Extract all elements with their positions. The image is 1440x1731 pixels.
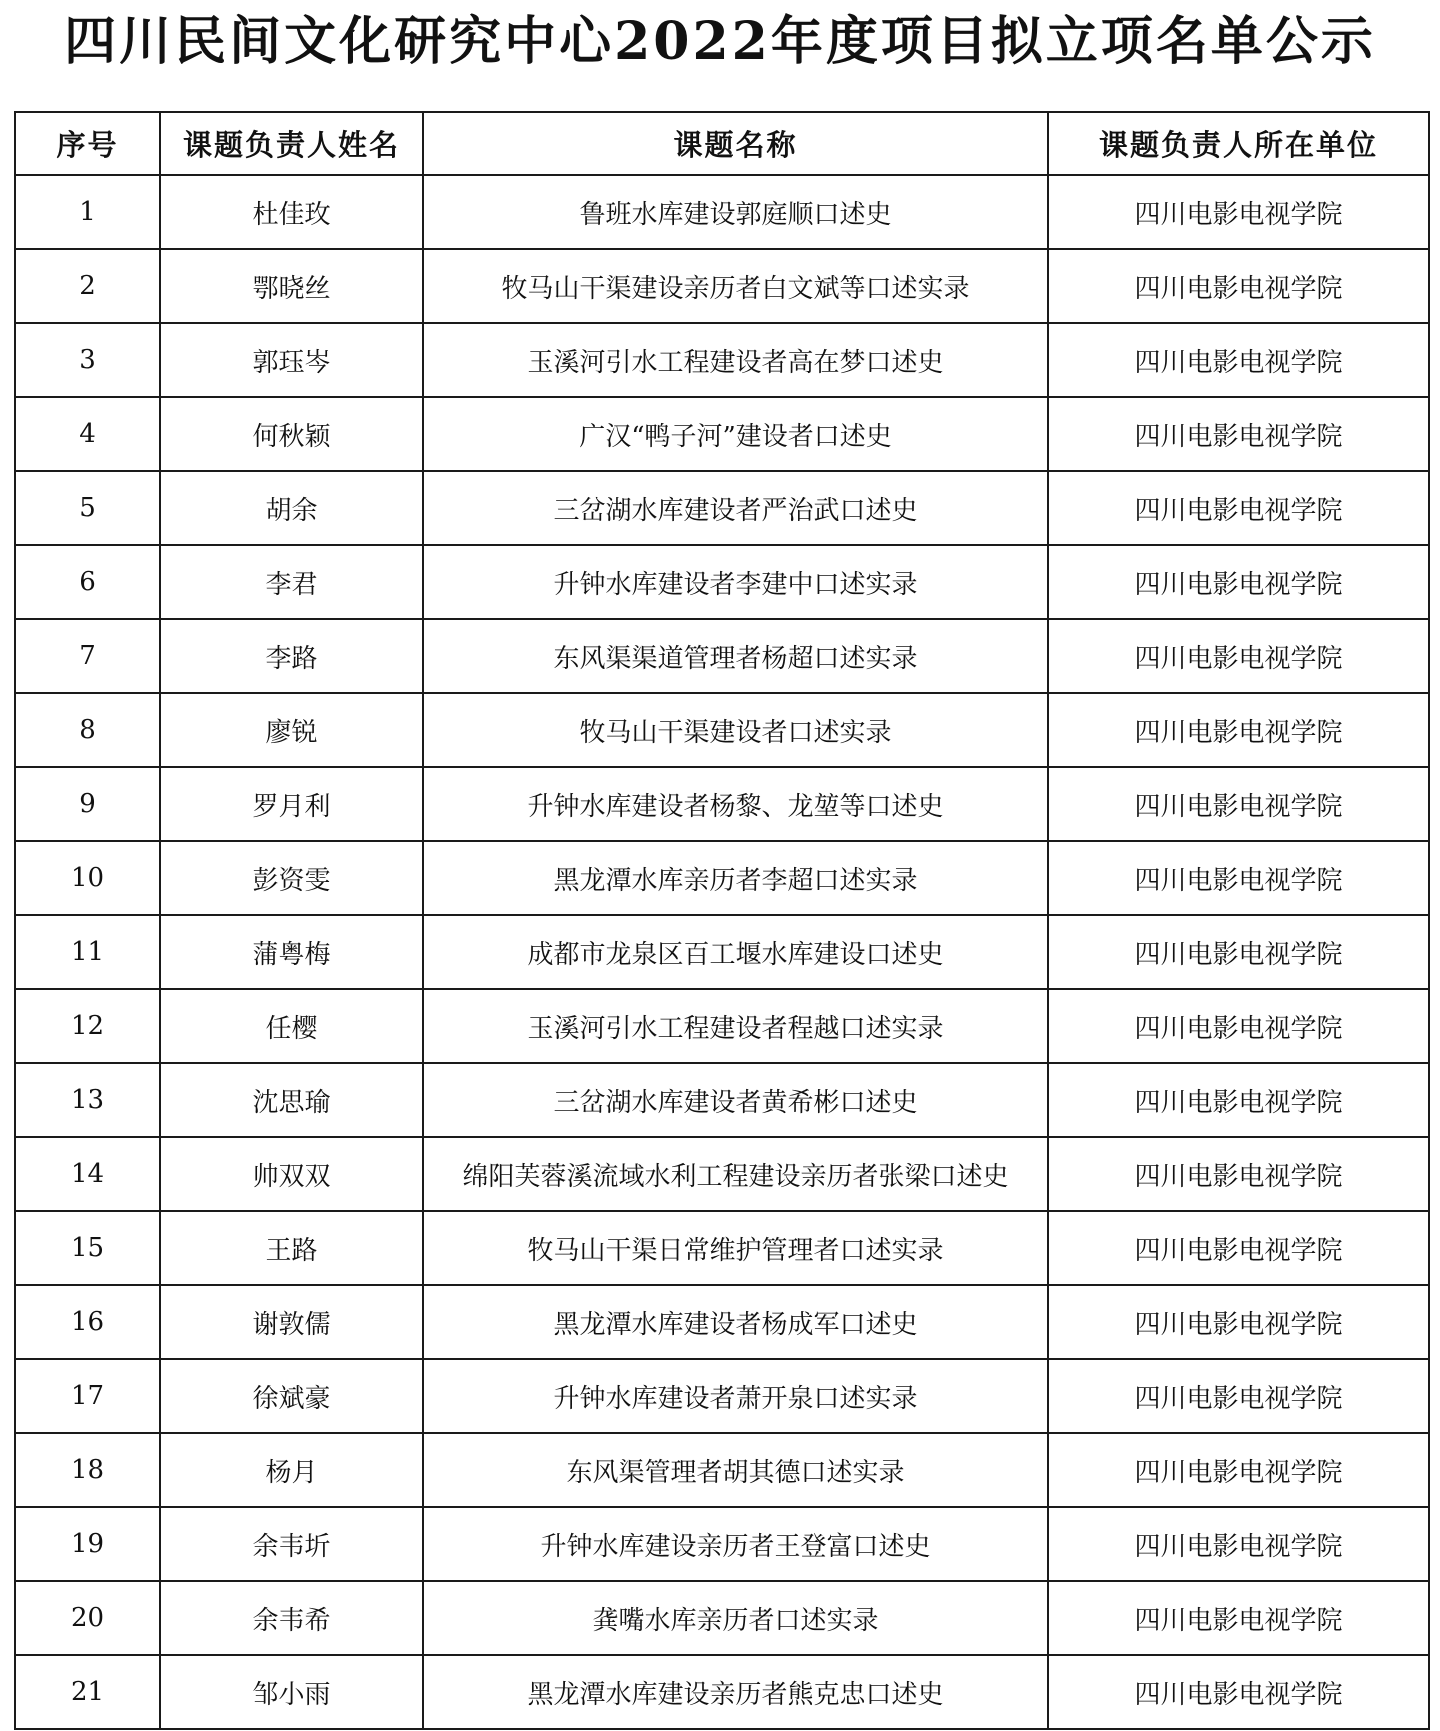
- header-index: 序号: [15, 112, 160, 175]
- cell-project-name: 升钟水库建设者杨黎、龙堃等口述史: [423, 767, 1048, 841]
- cell-project-name: 龚嘴水库亲历者口述实录: [423, 1581, 1048, 1655]
- cell-institution: 四川电影电视学院: [1048, 1063, 1429, 1137]
- cell-institution: 四川电影电视学院: [1048, 471, 1429, 545]
- cell-institution: 四川电影电视学院: [1048, 1211, 1429, 1285]
- table-row: [15, 989, 1429, 1063]
- cell-index: 1: [15, 175, 160, 249]
- cell-index: 5: [15, 471, 160, 545]
- cell-leader-name: 任樱: [160, 989, 423, 1063]
- cell-index: 21: [15, 1655, 160, 1729]
- cell-index: 13: [15, 1063, 160, 1137]
- cell-project-name: 三岔湖水库建设者黄希彬口述史: [423, 1063, 1048, 1137]
- table-row: [15, 1359, 1429, 1433]
- cell-leader-name: 廖锐: [160, 693, 423, 767]
- header-leader-name: 课题负责人姓名: [160, 112, 423, 175]
- table-row: [15, 1211, 1429, 1285]
- cell-institution: 四川电影电视学院: [1048, 1285, 1429, 1359]
- cell-project-name: 广汉“鸭子河”建设者口述史: [423, 397, 1048, 471]
- table-row: [15, 1655, 1429, 1729]
- cell-leader-name: 徐斌豪: [160, 1359, 423, 1433]
- project-list-table-container: [14, 111, 1430, 1731]
- cell-project-name: 绵阳芙蓉溪流域水利工程建设亲历者张梁口述史: [423, 1137, 1048, 1211]
- table-row: [15, 249, 1429, 323]
- cell-index: 9: [15, 767, 160, 841]
- cell-project-name: 牧马山干渠建设亲历者白文斌等口述实录: [423, 249, 1048, 323]
- cell-institution: 四川电影电视学院: [1048, 545, 1429, 619]
- table-row: [15, 1581, 1429, 1655]
- project-list-table: [14, 111, 1430, 1730]
- cell-index: 8: [15, 693, 160, 767]
- cell-index: 16: [15, 1285, 160, 1359]
- cell-index: 7: [15, 619, 160, 693]
- cell-leader-name: 李君: [160, 545, 423, 619]
- table-row: [15, 767, 1429, 841]
- table-row: [15, 1137, 1429, 1211]
- cell-institution: 四川电影电视学院: [1048, 1655, 1429, 1729]
- cell-project-name: 牧马山干渠日常维护管理者口述实录: [423, 1211, 1048, 1285]
- table-row: [15, 1063, 1429, 1137]
- table-row: [15, 841, 1429, 915]
- cell-leader-name: 谢敦儒: [160, 1285, 423, 1359]
- cell-leader-name: 杨月: [160, 1433, 423, 1507]
- cell-institution: 四川电影电视学院: [1048, 397, 1429, 471]
- header-row: [15, 112, 1429, 175]
- cell-index: 12: [15, 989, 160, 1063]
- cell-institution: 四川电影电视学院: [1048, 1359, 1429, 1433]
- cell-leader-name: 何秋颖: [160, 397, 423, 471]
- cell-institution: 四川电影电视学院: [1048, 989, 1429, 1063]
- cell-project-name: 升钟水库建设亲历者王登富口述史: [423, 1507, 1048, 1581]
- table-row: [15, 915, 1429, 989]
- cell-leader-name: 沈思瑜: [160, 1063, 423, 1137]
- cell-institution: 四川电影电视学院: [1048, 1137, 1429, 1211]
- cell-project-name: 黑龙潭水库建设亲历者熊克忠口述史: [423, 1655, 1048, 1729]
- cell-institution: 四川电影电视学院: [1048, 915, 1429, 989]
- cell-leader-name: 鄂晓丝: [160, 249, 423, 323]
- table-row: [15, 1433, 1429, 1507]
- table-row: [15, 175, 1429, 249]
- cell-institution: 四川电影电视学院: [1048, 1433, 1429, 1507]
- table-row: [15, 397, 1429, 471]
- cell-institution: 四川电影电视学院: [1048, 841, 1429, 915]
- table-row: [15, 545, 1429, 619]
- cell-leader-name: 胡余: [160, 471, 423, 545]
- cell-project-name: 三岔湖水库建设者严治武口述史: [423, 471, 1048, 545]
- page-title: 四川民间文化研究中心2022年度项目拟立项名单公示: [64, 11, 1376, 72]
- cell-leader-name: 彭资雯: [160, 841, 423, 915]
- cell-index: 6: [15, 545, 160, 619]
- cell-leader-name: 杜佳玫: [160, 175, 423, 249]
- header-project-name: 课题名称: [423, 112, 1048, 175]
- cell-project-name: 牧马山干渠建设者口述实录: [423, 693, 1048, 767]
- cell-institution: 四川电影电视学院: [1048, 323, 1429, 397]
- cell-institution: 四川电影电视学院: [1048, 1507, 1429, 1581]
- cell-leader-name: 郭珏岑: [160, 323, 423, 397]
- cell-project-name: 黑龙潭水库建设者杨成军口述史: [423, 1285, 1048, 1359]
- cell-project-name: 升钟水库建设者李建中口述实录: [423, 545, 1048, 619]
- cell-institution: 四川电影电视学院: [1048, 249, 1429, 323]
- cell-institution: 四川电影电视学院: [1048, 175, 1429, 249]
- cell-project-name: 升钟水库建设者萧开泉口述实录: [423, 1359, 1048, 1433]
- cell-institution: 四川电影电视学院: [1048, 693, 1429, 767]
- table-row: [15, 619, 1429, 693]
- table-row: [15, 471, 1429, 545]
- cell-project-name: 玉溪河引水工程建设者高在梦口述史: [423, 323, 1048, 397]
- cell-leader-name: 李路: [160, 619, 423, 693]
- cell-leader-name: 王路: [160, 1211, 423, 1285]
- cell-index: 20: [15, 1581, 160, 1655]
- cell-project-name: 东风渠渠道管理者杨超口述实录: [423, 619, 1048, 693]
- cell-index: 2: [15, 249, 160, 323]
- cell-index: 3: [15, 323, 160, 397]
- cell-project-name: 成都市龙泉区百工堰水库建设口述史: [423, 915, 1048, 989]
- cell-index: 15: [15, 1211, 160, 1285]
- cell-index: 11: [15, 915, 160, 989]
- cell-leader-name: 余韦希: [160, 1581, 423, 1655]
- header-institution: 课题负责人所在单位: [1048, 112, 1429, 175]
- cell-index: 10: [15, 841, 160, 915]
- table-row: [15, 693, 1429, 767]
- table-header: [15, 112, 1429, 175]
- cell-index: 4: [15, 397, 160, 471]
- cell-leader-name: 余韦圻: [160, 1507, 423, 1581]
- cell-project-name: 玉溪河引水工程建设者程越口述实录: [423, 989, 1048, 1063]
- cell-index: 17: [15, 1359, 160, 1433]
- cell-leader-name: 罗月利: [160, 767, 423, 841]
- cell-project-name: 鲁班水库建设郭庭顺口述史: [423, 175, 1048, 249]
- cell-index: 14: [15, 1137, 160, 1211]
- cell-institution: 四川电影电视学院: [1048, 1581, 1429, 1655]
- cell-index: 19: [15, 1507, 160, 1581]
- cell-institution: 四川电影电视学院: [1048, 767, 1429, 841]
- cell-project-name: 东风渠管理者胡其德口述实录: [423, 1433, 1048, 1507]
- table-row: [15, 1285, 1429, 1359]
- table-row: [15, 1507, 1429, 1581]
- cell-institution: 四川电影电视学院: [1048, 619, 1429, 693]
- cell-project-name: 黑龙潭水库亲历者李超口述实录: [423, 841, 1048, 915]
- cell-index: 18: [15, 1433, 160, 1507]
- table-row: [15, 323, 1429, 397]
- cell-leader-name: 邹小雨: [160, 1655, 423, 1729]
- table-body: [15, 175, 1429, 1729]
- cell-leader-name: 帅双双: [160, 1137, 423, 1211]
- cell-leader-name: 蒲粤梅: [160, 915, 423, 989]
